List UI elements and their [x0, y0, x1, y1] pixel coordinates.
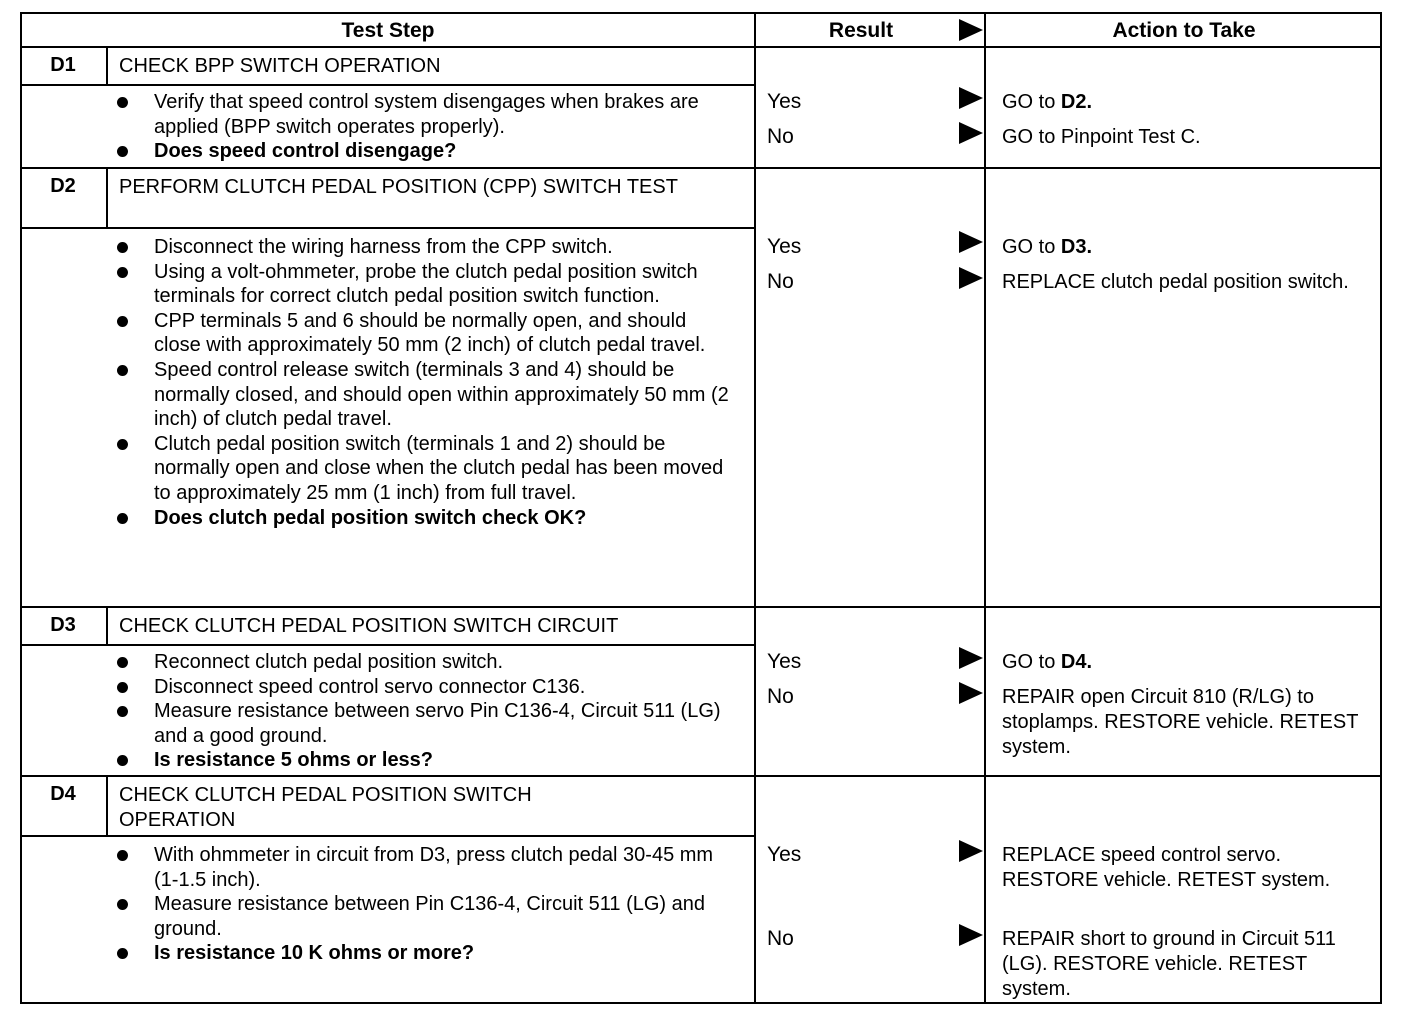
column-divider	[984, 14, 986, 1002]
step-bullets	[110, 650, 730, 773]
result-no: No	[767, 125, 794, 148]
list-item: Using a volt-ohmmeter, probe the clutch pedal position switch terminals for correct clutch pedal position switch function.	[110, 260, 730, 309]
arrow-icon	[959, 682, 983, 704]
list-item: Clutch pedal position switch (terminals 1 and 2) should be normally open and close when the clutch pedal has been moved to approximately 25 mm (1 inch) from full travel.	[110, 432, 730, 506]
header-test-step: Test Step	[341, 19, 435, 42]
action-yes	[1002, 90, 1382, 115]
step-question: Does clutch pedal position switch check OK?	[110, 506, 730, 531]
action-text: GO to	[1002, 91, 1056, 113]
result-no: No	[767, 270, 794, 293]
step-question: Does speed control disengage?	[110, 139, 730, 164]
arrow-icon	[959, 924, 983, 946]
step-bullets	[110, 90, 730, 164]
action-step-ref: D3.	[1060, 236, 1093, 258]
arrow-icon	[959, 267, 983, 289]
header-divider	[22, 46, 1380, 48]
header-action: Action to Take	[1112, 19, 1256, 42]
result-no: No	[767, 927, 794, 950]
step-title: CHECK CLUTCH PEDAL POSITION SWITCH CIRCUIT	[119, 615, 619, 637]
action-yes	[1002, 235, 1382, 260]
arrow-icon	[959, 87, 983, 109]
result-yes: Yes	[767, 843, 802, 866]
test-step-table	[20, 12, 1382, 1004]
result-yes: Yes	[767, 90, 802, 113]
step-title-divider	[22, 84, 754, 86]
action-yes	[1002, 650, 1382, 675]
list-item: Measure resistance between Pin C136-4, Circuit 511 (LG) and ground.	[110, 892, 730, 941]
list-item: Measure resistance between servo Pin C136-4, Circuit 511 (LG) and a good ground.	[110, 699, 730, 748]
step-id-divider	[106, 608, 108, 644]
step-title: CHECK CLUTCH PEDAL POSITION SWITCH OPERATION	[119, 784, 532, 831]
step-id-divider	[106, 48, 108, 84]
step-title: CHECK BPP SWITCH OPERATION	[119, 55, 441, 77]
action-yes: REPLACE speed control servo. RESTORE vehicle. RETEST system.	[1002, 844, 1331, 891]
action-no: REPAIR short to ground in Circuit 511 (LG). RESTORE vehicle. RETEST system.	[1002, 928, 1336, 1000]
step-id: D3	[50, 614, 76, 636]
step-id-divider	[106, 777, 108, 835]
step-id: D2	[50, 175, 76, 197]
row-divider	[22, 606, 1380, 608]
action-text: GO to	[1002, 236, 1056, 258]
header-result: Result	[828, 19, 894, 42]
list-item: Verify that speed control system disengages when brakes are applied (BPP switch operates properly).	[110, 90, 730, 139]
list-item: Disconnect speed control servo connector C136.	[110, 675, 730, 700]
step-question: Is resistance 10 K ohms or more?	[110, 941, 730, 966]
column-divider	[754, 14, 756, 1002]
list-item: Disconnect the wiring harness from the CPP switch.	[110, 235, 730, 260]
step-title: PERFORM CLUTCH PEDAL POSITION (CPP) SWITCH TEST	[119, 176, 678, 198]
action-step-ref: D2.	[1060, 91, 1093, 113]
row-divider	[22, 775, 1380, 777]
arrow-icon	[959, 647, 983, 669]
header-arrow-icon	[959, 19, 983, 41]
result-no: No	[767, 685, 794, 708]
step-bullets	[110, 843, 730, 966]
result-yes: Yes	[767, 235, 802, 258]
step-title-divider	[22, 227, 754, 229]
action-no: REPLACE clutch pedal position switch.	[1002, 271, 1349, 293]
list-item: CPP terminals 5 and 6 should be normally open, and should close with approximately 50 mm (2 inch) of clutch pedal travel.	[110, 309, 730, 358]
arrow-icon	[959, 122, 983, 144]
arrow-icon	[959, 231, 983, 253]
step-id-divider	[106, 169, 108, 227]
step-bullets	[110, 235, 730, 530]
step-id: D4	[50, 783, 76, 805]
action-step-ref: D4.	[1060, 651, 1093, 673]
result-yes: Yes	[767, 650, 802, 673]
action-text: GO to	[1002, 651, 1056, 673]
row-divider	[22, 167, 1380, 169]
step-title-divider	[22, 835, 754, 837]
step-question: Is resistance 5 ohms or less?	[110, 748, 730, 773]
action-no: GO to Pinpoint Test C.	[1002, 126, 1201, 148]
step-id: D1	[50, 54, 76, 76]
action-no: REPAIR open Circuit 810 (R/LG) to stoplamps. RESTORE vehicle. RETEST system.	[1002, 686, 1359, 758]
step-title-divider	[22, 644, 754, 646]
arrow-icon	[959, 840, 983, 862]
list-item: Reconnect clutch pedal position switch.	[110, 650, 730, 675]
list-item: With ohmmeter in circuit from D3, press clutch pedal 30-45 mm (1-1.5 inch).	[110, 843, 730, 892]
list-item: Speed control release switch (terminals 3 and 4) should be normally closed, and should open within approximately 50 mm (2 inch) of clutch pedal travel.	[110, 358, 730, 432]
